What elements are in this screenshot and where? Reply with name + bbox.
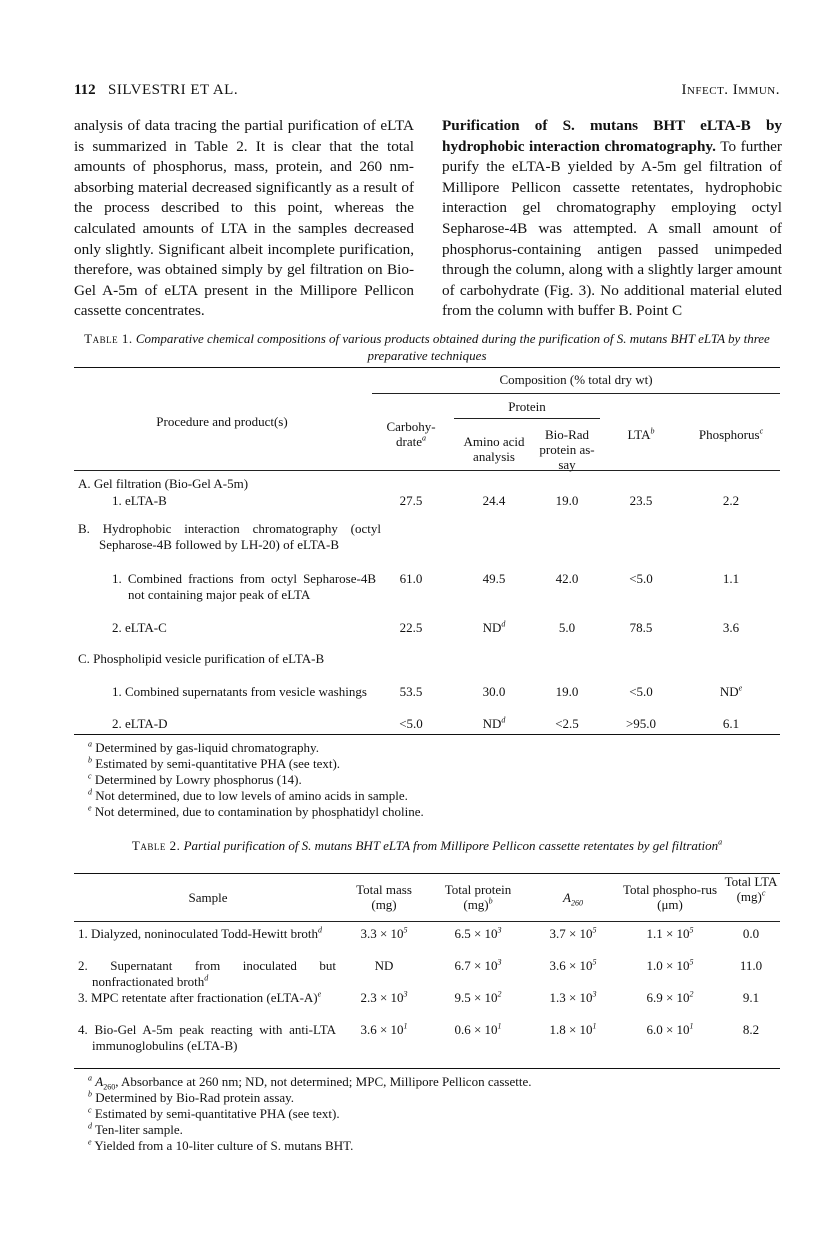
t1-c1-label: 1. Combined supernatants from vesicle washings [112, 684, 367, 699]
t1-c2-label: 2. eLTA-D [112, 716, 168, 731]
t2-r3-mass: $2.3 \times 10^3$ [360, 989, 408, 1005]
t1-b1-label: 1. Combined fractions from octyl Sepharose-4B not containing major peak of eLTA [112, 571, 376, 602]
right-column [442, 116, 782, 322]
t2-r2-lta: 11.0 [739, 958, 763, 973]
t2-r2-a260: $3.6 \times 10^5$ [549, 957, 597, 973]
t1-c2-carb: <5.0 [399, 716, 423, 731]
t1-c2-biorad: <2.5 [555, 716, 579, 731]
t2-head-mass: Total mass (mg) [356, 882, 412, 912]
table1-label: Table 1. [84, 331, 133, 346]
t1-a1-carb: 27.5 [399, 493, 423, 508]
t2-r4-a260: $1.8 \times 10^1$ [549, 1021, 597, 1037]
t2-r4-label: 4. Bio-Gel A-5m peak reacting with anti-LTA immunoglobulins (eLTA-B) [78, 1022, 336, 1053]
t1-head-procedure: Procedure and product(s) [156, 414, 288, 429]
t1-b2-label: 2. eLTA-C [112, 620, 167, 635]
t2-r1-a260: $3.7 \times 10^5$ [549, 925, 597, 941]
t1-a1-lta: 23.5 [629, 493, 653, 508]
t1-c1-carb: 53.5 [399, 684, 423, 699]
section-heading: Purification of S. mutans BHT eLTA-B by hydrophobic interaction chromatography. [442, 117, 782, 155]
journal-name: Infect. Immun. [681, 82, 780, 98]
table2-bottom-rule [74, 1068, 780, 1069]
t1-head-carbohydrate: Carbohy-drate$^a$ [386, 419, 436, 449]
t1-section-b: B. Hydrophobic interaction chromatography (octyl Sepharose-4B followed by LH-20) of eLTA-B [78, 521, 381, 552]
t2-r3-label: 3. MPC retentate after fractionation (eLTA-A)$^e$ [78, 989, 322, 1005]
t1-b1-biorad: 42.0 [555, 571, 579, 586]
t1-head-biorad: Bio-Rad protein as-say [539, 427, 595, 472]
t1-head-protein: Protein [508, 399, 546, 414]
table1-caption-text: Comparative chemical compositions of various products obtained during the purification of S. mutans BHT eLTA by three preparative techniques [135, 331, 770, 363]
running-header [74, 82, 780, 104]
table2-caption-text: Partial purification of S. mutans BHT eLTA from Millipore Pellicon cassette retentates by gel filtration [183, 838, 719, 853]
t1-a1-phos: 2.2 [722, 493, 740, 508]
t1-a1-biorad: 19.0 [555, 493, 579, 508]
t1-footnote-c: $^c$ Determined by Lowry phosphorus (14). [88, 771, 302, 787]
t1-c2-lta: >95.0 [625, 716, 657, 731]
t2-footnote-d: $^d$ Ten-liter sample. [88, 1121, 183, 1137]
t2-r4-protein: $0.6 \times 10^1$ [454, 1021, 502, 1037]
t2-r2-mass: ND [374, 958, 394, 973]
t1-c1-lta: <5.0 [629, 684, 653, 699]
t1-c2-phos: 6.1 [722, 716, 740, 731]
t1-b1-phos: 1.1 [722, 571, 740, 586]
t1-head-lta: LTA$^b$ [627, 426, 655, 442]
t2-r3-a260: $1.3 \times 10^3$ [549, 989, 597, 1005]
right-paragraph-text: To further purify the eLTA-B yielded by A-5m gel filtration of Millipore Pellicon cassette retentates, hydrophobic interaction gel chromatography employing octyl Sepharose-4B was attempted. A small amount of phosphorus-containing antigen passed unimpeded through the column, along with a slightly larger amount of carbohydrate (Fig. 3). No additional material eluted from the column with buffer B. Point C [442, 137, 782, 320]
t1-c2-amino: $ND^d$ [482, 715, 506, 731]
t1-b2-phos: 3.6 [722, 620, 740, 635]
t2-r2-label: 2. Supernatant from inoculated but nonfractionated broth$^d$ [78, 958, 336, 989]
t2-r1-protein: $6.5 \times 10^3$ [454, 925, 502, 941]
t1-head-amino: Amino acid analysis [463, 434, 525, 464]
t1-b2-biorad: 5.0 [558, 620, 576, 635]
t1-footnote-e: $^e$ Not determined, due to contamination by phosphatidyl choline. [88, 803, 424, 819]
t1-footnote-b: $^b$ Estimated by semi-quantitative PHA (see text). [88, 755, 341, 771]
t2-r1-mass: $3.3 \times 10^5$ [360, 925, 408, 941]
t1-b1-carb: 61.0 [399, 571, 423, 586]
t1-head-phosphorus: Phosphorus$^c$ [698, 426, 764, 442]
table1-bottom-rule [74, 734, 780, 735]
right-paragraph [442, 116, 782, 322]
t1-a1-label: 1. eLTA-B [112, 493, 167, 508]
t2-r4-mass: $3.6 \times 10^1$ [360, 1021, 408, 1037]
t2-head-a260: $A_{260}$ [563, 890, 583, 908]
t2-head-phosphorus: Total phospho-rus (μm) [622, 882, 718, 912]
table1-caption [74, 330, 780, 364]
t2-r3-lta: 9.1 [742, 990, 760, 1005]
t2-footnote-c: $^c$ Estimated by semi-quantitative PHA (see text). [88, 1105, 340, 1121]
t1-b2-lta: 78.5 [629, 620, 653, 635]
t1-c1-amino: 30.0 [482, 684, 506, 699]
t1-b1-amino: 49.5 [482, 571, 506, 586]
t1-c1-biorad: 19.0 [555, 684, 579, 699]
t1-footnote-d: $^d$ Not determined, due to low levels of amino acids in sample. [88, 787, 408, 803]
t2-r2-phos: $1.0 \times 10^5$ [646, 957, 694, 973]
t1-b2-amino: $ND^d$ [482, 619, 506, 635]
t2-r4-lta: 8.2 [742, 1022, 760, 1037]
t2-r3-phos: $6.9 \times 10^2$ [646, 989, 694, 1005]
t1-head-composition: Composition (% total dry wt) [499, 372, 653, 387]
table1-header-rule [74, 470, 780, 471]
t1-b2-carb: 22.5 [399, 620, 423, 635]
table2-caption: Table 2. Partial purification of S. mutans BHT eLTA from Millipore Pellicon cassette retentates by gel filtration$^a$ [131, 837, 723, 853]
t2-footnote-e: $^e$ Yielded from a 10-liter culture of S. mutans BHT. [88, 1137, 354, 1153]
t1-composition-rule [372, 393, 780, 394]
table2-top-rule [74, 873, 780, 874]
t2-r3-protein: $9.5 \times 10^2$ [454, 989, 502, 1005]
t1-protein-rule [454, 418, 600, 419]
table2-label: Table 2. [131, 838, 181, 853]
t2-head-sample: Sample [188, 890, 228, 905]
table2-header-rule [74, 921, 780, 922]
t2-r2-protein: $6.7 \times 10^3$ [454, 957, 502, 973]
left-paragraph: analysis of data tracing the partial purification of eLTA is summarized in Table 2. It is clear that the total amounts of phosphorus, mass, protein, and 260 nm-absorbing material decreased significantly as a result of the process described to this point, whereas the calculated amounts of LTA in the samples decreased only slightly. Significant albeit incomplete purification, therefore, was obtained simply by gel filtration on Bio-Gel A-5m of eLTA present in the Millipore Pellicon cassette concentrates. [74, 117, 414, 320]
t1-a1-amino: 24.4 [482, 493, 506, 508]
t2-r1-label: 1. Dialyzed, noninoculated Todd-Hewitt broth$^d$ [78, 925, 323, 941]
t2-footnote-b: $^b$ Determined by Bio-Rad protein assay. [88, 1089, 295, 1105]
t2-r1-lta: 0.0 [742, 926, 760, 941]
t1-footnote-a: $^a$ Determined by gas-liquid chromatography. [88, 739, 319, 755]
table1-top-rule [74, 367, 780, 368]
running-authors: SILVESTRI ET AL. [108, 82, 239, 98]
t2-head-protein: Total protein (mg)$^b$ [444, 882, 512, 912]
t2-footnote-a: $^a$ $A_{260}$, Absorbance at 260 nm; ND, not determined; MPC, Millipore Pellicon cassette. [88, 1073, 532, 1092]
t2-r1-phos: $1.1 \times 10^5$ [646, 925, 694, 941]
t2-r4-phos: $6.0 \times 10^1$ [646, 1021, 694, 1037]
t2-head-lta: Total LTA (mg)$^c$ [724, 874, 778, 904]
page-number: 112 [74, 82, 96, 98]
left-column [74, 116, 414, 322]
t1-b1-lta: <5.0 [629, 571, 653, 586]
t1-c1-phos: $ND^e$ [719, 683, 743, 699]
t1-section-c: C. Phospholipid vesicle purification of eLTA-B [78, 651, 325, 666]
t1-section-a: A. Gel filtration (Bio-Gel A-5m) [78, 476, 249, 491]
